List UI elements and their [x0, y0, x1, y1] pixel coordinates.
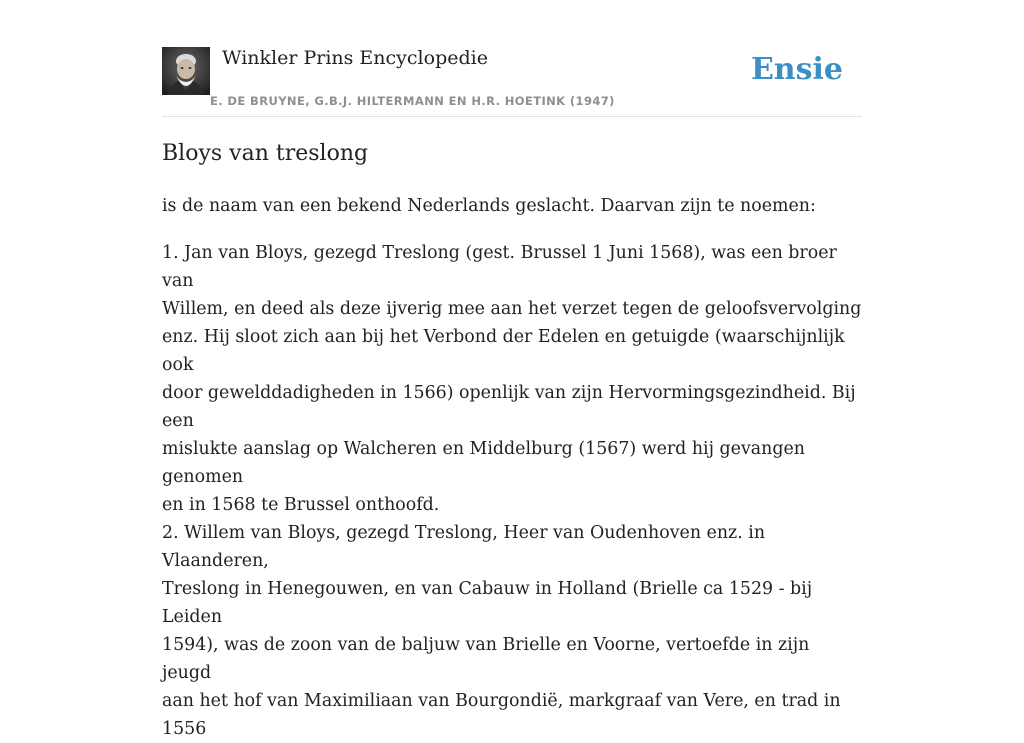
body-line: mislukte aanslag op Walcheren en Middelburg (1567) werd hij gevangen genomen	[162, 439, 805, 487]
body-line: 1594), was de zoon van de baljuw van Brielle en Voorne, vertoefde in zijn jeugd	[162, 635, 810, 683]
body-line: Treslong in Henegouwen, en van Cabauw in Holland (Brielle ca 1529 - bij Leiden	[162, 579, 813, 627]
portrait-image	[162, 47, 210, 95]
article-body	[162, 239, 862, 743]
body-line: en in 1568 te Brussel onthoofd.	[162, 495, 440, 515]
ensie-logo-link[interactable]: Ensie	[750, 52, 843, 87]
body-line: 2. Willem van Bloys, gezegd Treslong, Heer van Oudenhoven enz. in Vlaanderen,	[162, 523, 766, 571]
site-header	[162, 46, 862, 117]
body-line: Willem, en deed als deze ijverig mee aan het verzet tegen de geloofsvervolging	[162, 299, 862, 319]
author-portrait-avatar	[162, 47, 210, 95]
body-line: aan het hof van Maximiliaan van Bourgondië, markgraaf van Vere, en trad in 1556	[162, 691, 841, 739]
body-line: 1. Jan van Bloys, gezegd Treslong (gest. Brussel 1 Juni 1568), was een broer van	[162, 243, 837, 291]
body-line: door gewelddadigheden in 1566) openlijk van zijn Hervormingsgezindheid. Bij een	[162, 383, 856, 431]
article	[162, 140, 862, 743]
article-title: Bloys van treslong	[162, 141, 369, 166]
site-title[interactable]: Winkler Prins Encyclopedie	[222, 47, 488, 69]
article-intro: is de naam van een bekend Nederlands geslacht. Daarvan zijn te noemen:	[162, 196, 816, 216]
authors-credit: E. DE BRUYNE, G.B.J. HILTERMANN EN H.R. HOETINK (1947)	[210, 94, 615, 108]
body-line: enz. Hij sloot zich aan bij het Verbond der Edelen en getuigde (waarschijnlijk ook	[162, 327, 845, 375]
